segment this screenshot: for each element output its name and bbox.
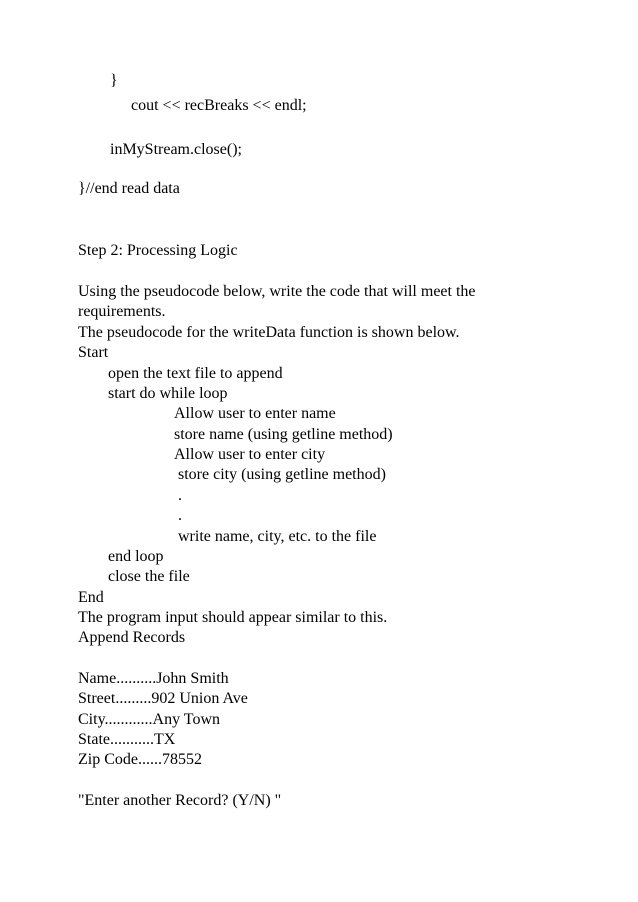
pseudo-dot-2: .	[178, 507, 182, 524]
step2-intro-line-1: Using the pseudocode below, write the code that will meet the	[78, 283, 476, 300]
pseudo-store-city: store city (using getline method)	[178, 466, 386, 483]
pseudo-enter-name: Allow user to enter name	[174, 405, 336, 422]
pseudo-enter-city: Allow user to enter city	[174, 446, 326, 463]
step2-intro-line-2: requirements.	[78, 303, 166, 320]
sample-zip: Zip Code......78552	[78, 751, 202, 768]
sample-city: City............Any Town	[78, 711, 220, 728]
pseudo-start-loop: start do while loop	[108, 385, 228, 402]
sample-title: Append Records	[78, 629, 186, 646]
pseudo-write-file: write name, city, etc. to the file	[178, 528, 377, 545]
pseudo-end: End	[78, 589, 104, 606]
pseudo-close-file: close the file	[108, 568, 190, 585]
sample-street: Street.........902 Union Ave	[78, 690, 248, 707]
sample-prompt: "Enter another Record? (Y/N) "	[78, 792, 282, 809]
pseudo-end-loop: end loop	[108, 548, 164, 565]
step2-intro-line-3: The pseudocode for the writeData function is shown below.	[78, 324, 460, 341]
pseudo-open-file: open the text file to append	[108, 365, 283, 382]
pseudo-store-name: store name (using getline method)	[174, 426, 393, 443]
code-close-brace: }	[110, 72, 118, 89]
pseudo-dot-1: .	[178, 487, 182, 504]
code-close-stream: inMyStream.close();	[110, 141, 242, 158]
sample-intro: The program input should appear similar to this.	[78, 609, 388, 626]
step2-heading: Step 2: Processing Logic	[78, 242, 238, 259]
code-end-comment: }//end read data	[78, 180, 180, 197]
pseudo-start: Start	[78, 344, 109, 361]
sample-state: State...........TX	[78, 731, 176, 748]
sample-name: Name..........John Smith	[78, 670, 229, 687]
code-cout-line: cout << recBreaks << endl;	[131, 97, 307, 114]
